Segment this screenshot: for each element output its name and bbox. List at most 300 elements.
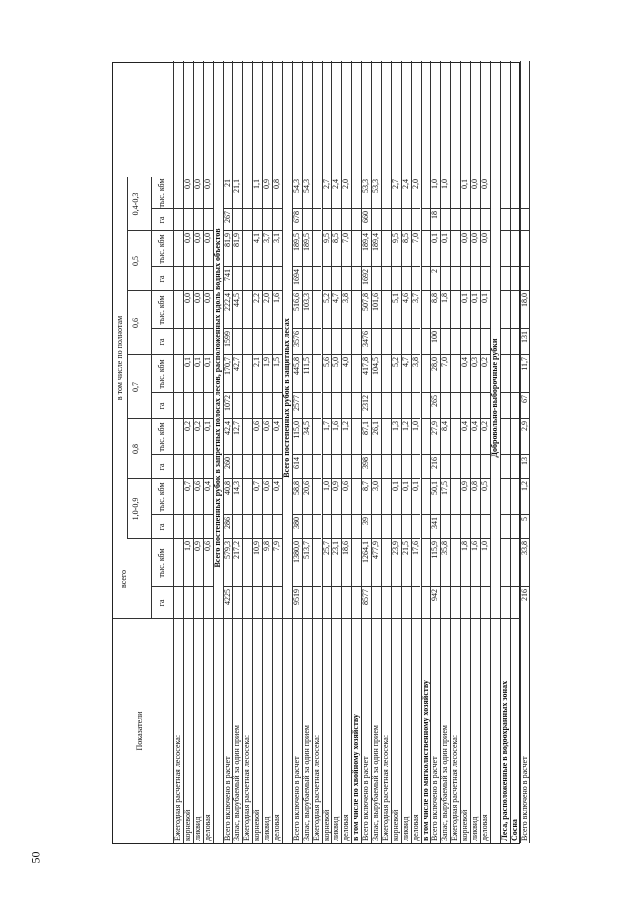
cell-volume: 0,4 bbox=[272, 421, 281, 431]
column-divider bbox=[127, 538, 173, 539]
row-label: корневой bbox=[252, 809, 262, 841]
cell-volume bbox=[450, 539, 460, 587]
column-divider bbox=[242, 514, 252, 515]
cell-area-ha bbox=[272, 455, 282, 479]
column-divider bbox=[223, 392, 233, 393]
cell-area-ha bbox=[460, 393, 470, 419]
cell-volume: 3,0 bbox=[371, 481, 380, 491]
cell-area-ha bbox=[460, 267, 470, 291]
cell-area-ha bbox=[232, 587, 242, 619]
column-divider bbox=[272, 208, 282, 209]
cell-area-ha bbox=[203, 267, 213, 291]
cell-volume: 516,6 bbox=[291, 293, 301, 311]
column-divider bbox=[252, 230, 262, 231]
cell-area-ha: 380 bbox=[291, 517, 301, 529]
cell-volume: 111,5 bbox=[301, 357, 311, 375]
cell-volume: 0,8 bbox=[272, 179, 281, 189]
column-divider bbox=[371, 586, 381, 587]
cell-area-ha bbox=[470, 515, 480, 539]
cell-area-ha bbox=[322, 329, 332, 355]
column-divider bbox=[411, 328, 421, 329]
column-divider bbox=[440, 290, 450, 291]
column-divider bbox=[470, 266, 480, 267]
column-divider bbox=[500, 208, 510, 209]
cell-volume: 3,8 bbox=[341, 293, 351, 303]
cell-area-ha bbox=[510, 587, 520, 619]
column-divider bbox=[173, 354, 183, 355]
cell-volume bbox=[500, 291, 510, 329]
column-divider bbox=[173, 290, 183, 291]
row-label: ликвид bbox=[192, 816, 202, 841]
cell-area-ha bbox=[371, 393, 381, 419]
cell-area-ha: 341 bbox=[430, 517, 440, 529]
cell-area-ha bbox=[401, 587, 411, 619]
cell-volume: 58,8 bbox=[291, 481, 301, 495]
cell-area-ha bbox=[341, 329, 351, 355]
column-divider bbox=[242, 392, 252, 393]
cell-volume bbox=[242, 291, 252, 329]
cell-volume bbox=[351, 539, 361, 587]
cell-volume: 1264,1 bbox=[361, 541, 371, 563]
cell-area-ha bbox=[331, 515, 341, 539]
column-divider bbox=[292, 538, 302, 539]
cell-area-ha bbox=[203, 329, 213, 355]
cell-volume: 0,9 bbox=[460, 481, 470, 491]
column-divider bbox=[520, 586, 530, 587]
column-divider bbox=[450, 354, 460, 355]
column-divider bbox=[272, 514, 282, 515]
column-divider bbox=[312, 478, 322, 479]
cell-area-ha bbox=[322, 515, 332, 539]
cell-volume bbox=[312, 231, 322, 267]
cell-volume bbox=[381, 479, 391, 515]
column-divider bbox=[232, 454, 242, 455]
column-divider bbox=[401, 514, 411, 515]
cell-area-ha bbox=[272, 393, 282, 419]
cell-area-ha bbox=[183, 209, 193, 231]
cell-volume: 0,6 bbox=[192, 481, 202, 491]
column-divider bbox=[421, 392, 431, 393]
cell-area-ha bbox=[322, 209, 332, 231]
cell-area-ha bbox=[322, 267, 332, 291]
cell-volume: 1,6 bbox=[272, 293, 281, 303]
column-divider bbox=[203, 230, 213, 231]
cell-area-ha bbox=[183, 329, 193, 355]
cell-area-ha: 131 bbox=[519, 331, 529, 343]
cell-area-ha bbox=[470, 209, 480, 231]
column-divider bbox=[151, 208, 173, 209]
column-divider bbox=[312, 514, 322, 515]
cell-volume bbox=[173, 291, 183, 329]
column-divider bbox=[232, 418, 242, 419]
column-divider bbox=[460, 454, 470, 455]
cell-volume: 1,6 bbox=[331, 421, 341, 431]
column-divider bbox=[292, 418, 302, 419]
column-divider bbox=[470, 208, 480, 209]
cell-area-ha bbox=[351, 329, 361, 355]
cell-area-ha bbox=[470, 393, 480, 419]
column-divider bbox=[470, 454, 480, 455]
column-divider bbox=[430, 418, 440, 419]
cell-volume: 507,8 bbox=[361, 293, 371, 311]
cell-area-ha bbox=[173, 329, 183, 355]
cell-volume: 0,4 bbox=[460, 357, 470, 367]
cell-area-ha bbox=[173, 587, 183, 619]
column-divider bbox=[381, 328, 391, 329]
cell-area-ha bbox=[510, 209, 520, 231]
cell-area-ha bbox=[252, 329, 262, 355]
cell-volume: 0,0 bbox=[182, 179, 192, 189]
cell-volume: 1,2 bbox=[519, 481, 529, 491]
cell-area-ha: 1072 bbox=[222, 395, 232, 411]
cell-volume: 1380,0 bbox=[291, 541, 301, 563]
column-divider bbox=[371, 354, 381, 355]
cell-area-ha bbox=[183, 393, 193, 419]
cell-volume: 5,1 bbox=[390, 293, 400, 303]
column-divider bbox=[127, 418, 173, 419]
column-divider bbox=[193, 266, 203, 267]
cell-volume: 21,5 bbox=[400, 541, 410, 555]
column-divider bbox=[460, 290, 470, 291]
cell-volume: 0,0 bbox=[460, 233, 470, 243]
column-divider bbox=[510, 514, 520, 515]
cell-area-ha bbox=[203, 587, 213, 619]
section-heading: Всего постепенных рубок в запретных полосах лесов, расположенных вдоль водных объектов bbox=[212, 228, 222, 568]
cell-volume: 4,0 bbox=[341, 357, 351, 367]
row-label: Ежегодная расчетная лесосека: bbox=[450, 734, 460, 841]
cell-area-ha bbox=[401, 267, 411, 291]
cell-area-ha: 1599 bbox=[222, 331, 232, 347]
cell-volume bbox=[450, 291, 460, 329]
column-divider bbox=[421, 290, 431, 291]
cell-area-ha bbox=[351, 267, 361, 291]
column-divider bbox=[520, 328, 530, 329]
column-divider bbox=[242, 230, 252, 231]
cell-area-ha bbox=[242, 455, 252, 479]
header-unit-volume: тыс. кбм bbox=[157, 359, 166, 389]
column-divider bbox=[440, 454, 450, 455]
column-divider bbox=[302, 538, 312, 539]
column-divider bbox=[151, 586, 173, 587]
cell-area-ha bbox=[480, 455, 490, 479]
column-divider bbox=[292, 454, 302, 455]
column-divider bbox=[401, 392, 411, 393]
header-unit-ha: га bbox=[157, 463, 166, 471]
column-divider bbox=[371, 478, 381, 479]
cell-area-ha: 660 bbox=[361, 211, 371, 223]
cell-volume bbox=[173, 539, 183, 587]
cell-volume: 5,2 bbox=[321, 293, 331, 303]
cell-area-ha bbox=[331, 329, 341, 355]
cell-area-ha bbox=[322, 393, 332, 419]
cell-volume: 0,0 bbox=[202, 293, 212, 303]
cell-area-ha bbox=[470, 587, 480, 619]
cell-volume bbox=[351, 291, 361, 329]
column-divider bbox=[322, 354, 332, 355]
cell-area-ha: 216 bbox=[430, 457, 440, 469]
cell-area-ha bbox=[421, 209, 431, 231]
cell-volume: 2,2 bbox=[252, 293, 262, 303]
header-unit-volume: тыс. кбм bbox=[157, 482, 166, 512]
row-label: Сосна bbox=[509, 819, 519, 841]
column-divider bbox=[510, 586, 520, 587]
column-divider bbox=[151, 454, 173, 455]
column-divider bbox=[341, 328, 351, 329]
cell-volume: 0,1 bbox=[460, 293, 470, 303]
cell-volume bbox=[242, 539, 252, 587]
cell-volume: 27,9 bbox=[430, 421, 440, 435]
column-divider bbox=[500, 354, 510, 355]
column-divider bbox=[232, 586, 242, 587]
cell-volume: 0,5 bbox=[479, 481, 489, 491]
column-divider bbox=[500, 538, 510, 539]
column-divider bbox=[341, 586, 351, 587]
cell-volume: 0,2 bbox=[182, 421, 192, 431]
cell-area-ha bbox=[371, 515, 381, 539]
cell-volume: 20,6 bbox=[301, 481, 311, 495]
column-divider bbox=[183, 208, 193, 209]
cell-area-ha bbox=[440, 209, 450, 231]
cell-area-ha bbox=[500, 393, 510, 419]
cell-area-ha: 286 bbox=[222, 517, 232, 529]
column-divider bbox=[460, 208, 470, 209]
column-divider bbox=[460, 586, 470, 587]
column-divider bbox=[223, 266, 233, 267]
column-divider bbox=[193, 478, 203, 479]
cell-area-ha bbox=[351, 393, 361, 419]
column-divider bbox=[262, 478, 272, 479]
cell-area-ha bbox=[262, 329, 272, 355]
cell-area-ha bbox=[312, 515, 322, 539]
column-divider bbox=[322, 538, 332, 539]
column-divider bbox=[401, 454, 411, 455]
column-divider bbox=[460, 392, 470, 393]
column-divider bbox=[351, 478, 361, 479]
column-divider bbox=[361, 354, 371, 355]
cell-volume bbox=[510, 479, 520, 515]
cell-volume: 1,9 bbox=[262, 357, 272, 367]
column-divider bbox=[223, 208, 233, 209]
cell-volume: 8,5 bbox=[331, 233, 341, 243]
column-divider bbox=[351, 454, 361, 455]
cell-volume: 33,8 bbox=[519, 541, 529, 555]
column-divider bbox=[440, 208, 450, 209]
cell-volume bbox=[510, 177, 520, 209]
cell-area-ha bbox=[272, 209, 282, 231]
cell-area-ha bbox=[411, 209, 421, 231]
column-divider bbox=[173, 514, 183, 515]
cell-volume: 1,7 bbox=[321, 421, 331, 431]
cell-area-ha bbox=[450, 587, 460, 619]
column-divider bbox=[470, 418, 480, 419]
cell-volume: 0,0 bbox=[192, 293, 202, 303]
column-divider bbox=[252, 418, 262, 419]
cell-volume bbox=[312, 539, 322, 587]
column-divider bbox=[223, 454, 233, 455]
cell-area-ha bbox=[193, 455, 203, 479]
cell-area-ha: 678 bbox=[291, 211, 301, 223]
column-divider bbox=[520, 230, 530, 231]
column-divider bbox=[223, 418, 233, 419]
cell-area-ha bbox=[242, 515, 252, 539]
cell-volume: 0,2 bbox=[479, 357, 489, 367]
cell-volume: 17,5 bbox=[440, 481, 450, 495]
row-label: деловая bbox=[410, 814, 420, 841]
column-divider bbox=[450, 392, 460, 393]
column-divider bbox=[183, 478, 193, 479]
column-divider bbox=[341, 514, 351, 515]
column-divider bbox=[361, 290, 371, 291]
column-divider bbox=[262, 586, 272, 587]
column-divider bbox=[381, 392, 391, 393]
cell-volume: 0,1 bbox=[202, 357, 212, 367]
cell-volume bbox=[500, 419, 510, 455]
column-divider bbox=[371, 328, 381, 329]
row-divider bbox=[127, 177, 128, 539]
cell-volume: 0,1 bbox=[390, 481, 400, 491]
column-divider bbox=[401, 328, 411, 329]
column-divider bbox=[381, 354, 391, 355]
row-label: ликвид bbox=[470, 816, 479, 841]
cell-area-ha bbox=[242, 267, 252, 291]
cell-area-ha bbox=[203, 209, 213, 231]
column-divider bbox=[470, 392, 480, 393]
cell-area-ha bbox=[421, 329, 431, 355]
table-wrapper bbox=[112, 62, 529, 844]
row-label: Всего включено в расчет bbox=[361, 756, 371, 841]
cell-volume bbox=[510, 231, 520, 267]
column-divider bbox=[450, 328, 460, 329]
cell-volume bbox=[421, 231, 431, 267]
cell-volume bbox=[520, 177, 530, 209]
column-divider bbox=[193, 514, 203, 515]
cell-volume: 2,7 bbox=[321, 179, 331, 189]
column-divider bbox=[302, 354, 312, 355]
column-divider bbox=[421, 478, 431, 479]
cell-area-ha bbox=[173, 267, 183, 291]
cell-volume: 0,9 bbox=[331, 481, 341, 491]
cell-area-ha bbox=[411, 455, 421, 479]
cell-volume bbox=[173, 355, 183, 393]
cell-volume: 81,9 bbox=[222, 233, 232, 247]
column-divider bbox=[520, 514, 530, 515]
cell-area-ha bbox=[450, 515, 460, 539]
cell-volume: 0,8 bbox=[470, 481, 479, 491]
column-divider bbox=[460, 354, 470, 355]
column-divider bbox=[411, 538, 421, 539]
column-divider bbox=[322, 328, 332, 329]
cell-area-ha bbox=[411, 393, 421, 419]
cell-volume: 0,6 bbox=[262, 421, 272, 431]
cell-volume bbox=[381, 231, 391, 267]
column-divider bbox=[341, 478, 351, 479]
cell-area-ha bbox=[460, 587, 470, 619]
cell-area-ha bbox=[440, 515, 450, 539]
column-divider bbox=[331, 290, 341, 291]
column-divider bbox=[292, 586, 302, 587]
column-divider bbox=[331, 514, 341, 515]
cell-area-ha bbox=[183, 587, 193, 619]
cell-volume: 2,0 bbox=[341, 179, 351, 189]
row-label: корневой bbox=[460, 809, 470, 841]
cell-area-ha bbox=[470, 329, 480, 355]
column-divider bbox=[272, 290, 282, 291]
column-divider bbox=[203, 354, 213, 355]
column-divider bbox=[151, 266, 173, 267]
header-density-group: в том числе по полнотам bbox=[115, 315, 124, 401]
column-divider bbox=[510, 290, 520, 291]
cell-area-ha bbox=[312, 393, 322, 419]
column-divider bbox=[391, 454, 401, 455]
column-divider bbox=[421, 266, 431, 267]
header-unit-ha: га bbox=[157, 216, 166, 224]
header-unit-ha: га bbox=[157, 599, 166, 607]
column-divider bbox=[262, 208, 272, 209]
column-divider bbox=[401, 538, 411, 539]
cell-volume: 9,8 bbox=[262, 541, 272, 551]
column-divider bbox=[381, 454, 391, 455]
cell-volume: 0,1 bbox=[470, 293, 479, 303]
cell-volume: 3,7 bbox=[262, 233, 272, 243]
cell-volume: 1,2 bbox=[400, 421, 410, 431]
row-label: деловая bbox=[479, 814, 489, 841]
column-divider bbox=[312, 418, 322, 419]
column-divider bbox=[480, 454, 490, 455]
column-divider bbox=[232, 514, 242, 515]
column-divider bbox=[351, 418, 361, 419]
column-divider bbox=[470, 328, 480, 329]
column-divider bbox=[460, 230, 470, 231]
column-divider bbox=[331, 208, 341, 209]
cell-area-ha: 9519 bbox=[291, 589, 301, 605]
column-divider bbox=[510, 538, 520, 539]
cell-area-ha bbox=[391, 267, 401, 291]
cell-area-ha bbox=[302, 393, 312, 419]
column-divider bbox=[302, 290, 312, 291]
cell-area-ha bbox=[411, 587, 421, 619]
cell-area-ha bbox=[401, 515, 411, 539]
column-divider bbox=[430, 586, 440, 587]
column-divider bbox=[223, 290, 233, 291]
cell-area-ha bbox=[510, 515, 520, 539]
cell-volume: 54,3 bbox=[301, 179, 311, 193]
column-divider bbox=[421, 586, 431, 587]
column-divider bbox=[272, 230, 282, 231]
cell-volume bbox=[421, 479, 431, 515]
row-label: Ежегодная расчетная лесосека: bbox=[242, 734, 252, 841]
column-divider bbox=[510, 230, 520, 231]
column-divider bbox=[440, 538, 450, 539]
cell-area-ha: 216 bbox=[519, 589, 529, 601]
cell-area-ha bbox=[480, 515, 490, 539]
column-divider bbox=[381, 514, 391, 515]
cell-area-ha: 8577 bbox=[361, 589, 371, 605]
header-density-5: 0,5 bbox=[131, 256, 140, 266]
cell-area-ha bbox=[252, 455, 262, 479]
cell-area-ha: 18 bbox=[430, 211, 440, 219]
cell-volume: 40,8 bbox=[222, 481, 232, 495]
row-label: Запас, вырубаемый за один прием bbox=[232, 725, 242, 841]
cell-area-ha: 3576 bbox=[291, 331, 301, 347]
cell-area-ha bbox=[232, 455, 242, 479]
column-divider bbox=[322, 290, 332, 291]
cell-volume: 7,9 bbox=[272, 541, 281, 551]
cell-area-ha bbox=[341, 587, 351, 619]
column-divider bbox=[510, 392, 520, 393]
cell-volume: 0,6 bbox=[341, 481, 351, 491]
cell-volume: 7,0 bbox=[341, 233, 351, 243]
column-divider bbox=[252, 290, 262, 291]
